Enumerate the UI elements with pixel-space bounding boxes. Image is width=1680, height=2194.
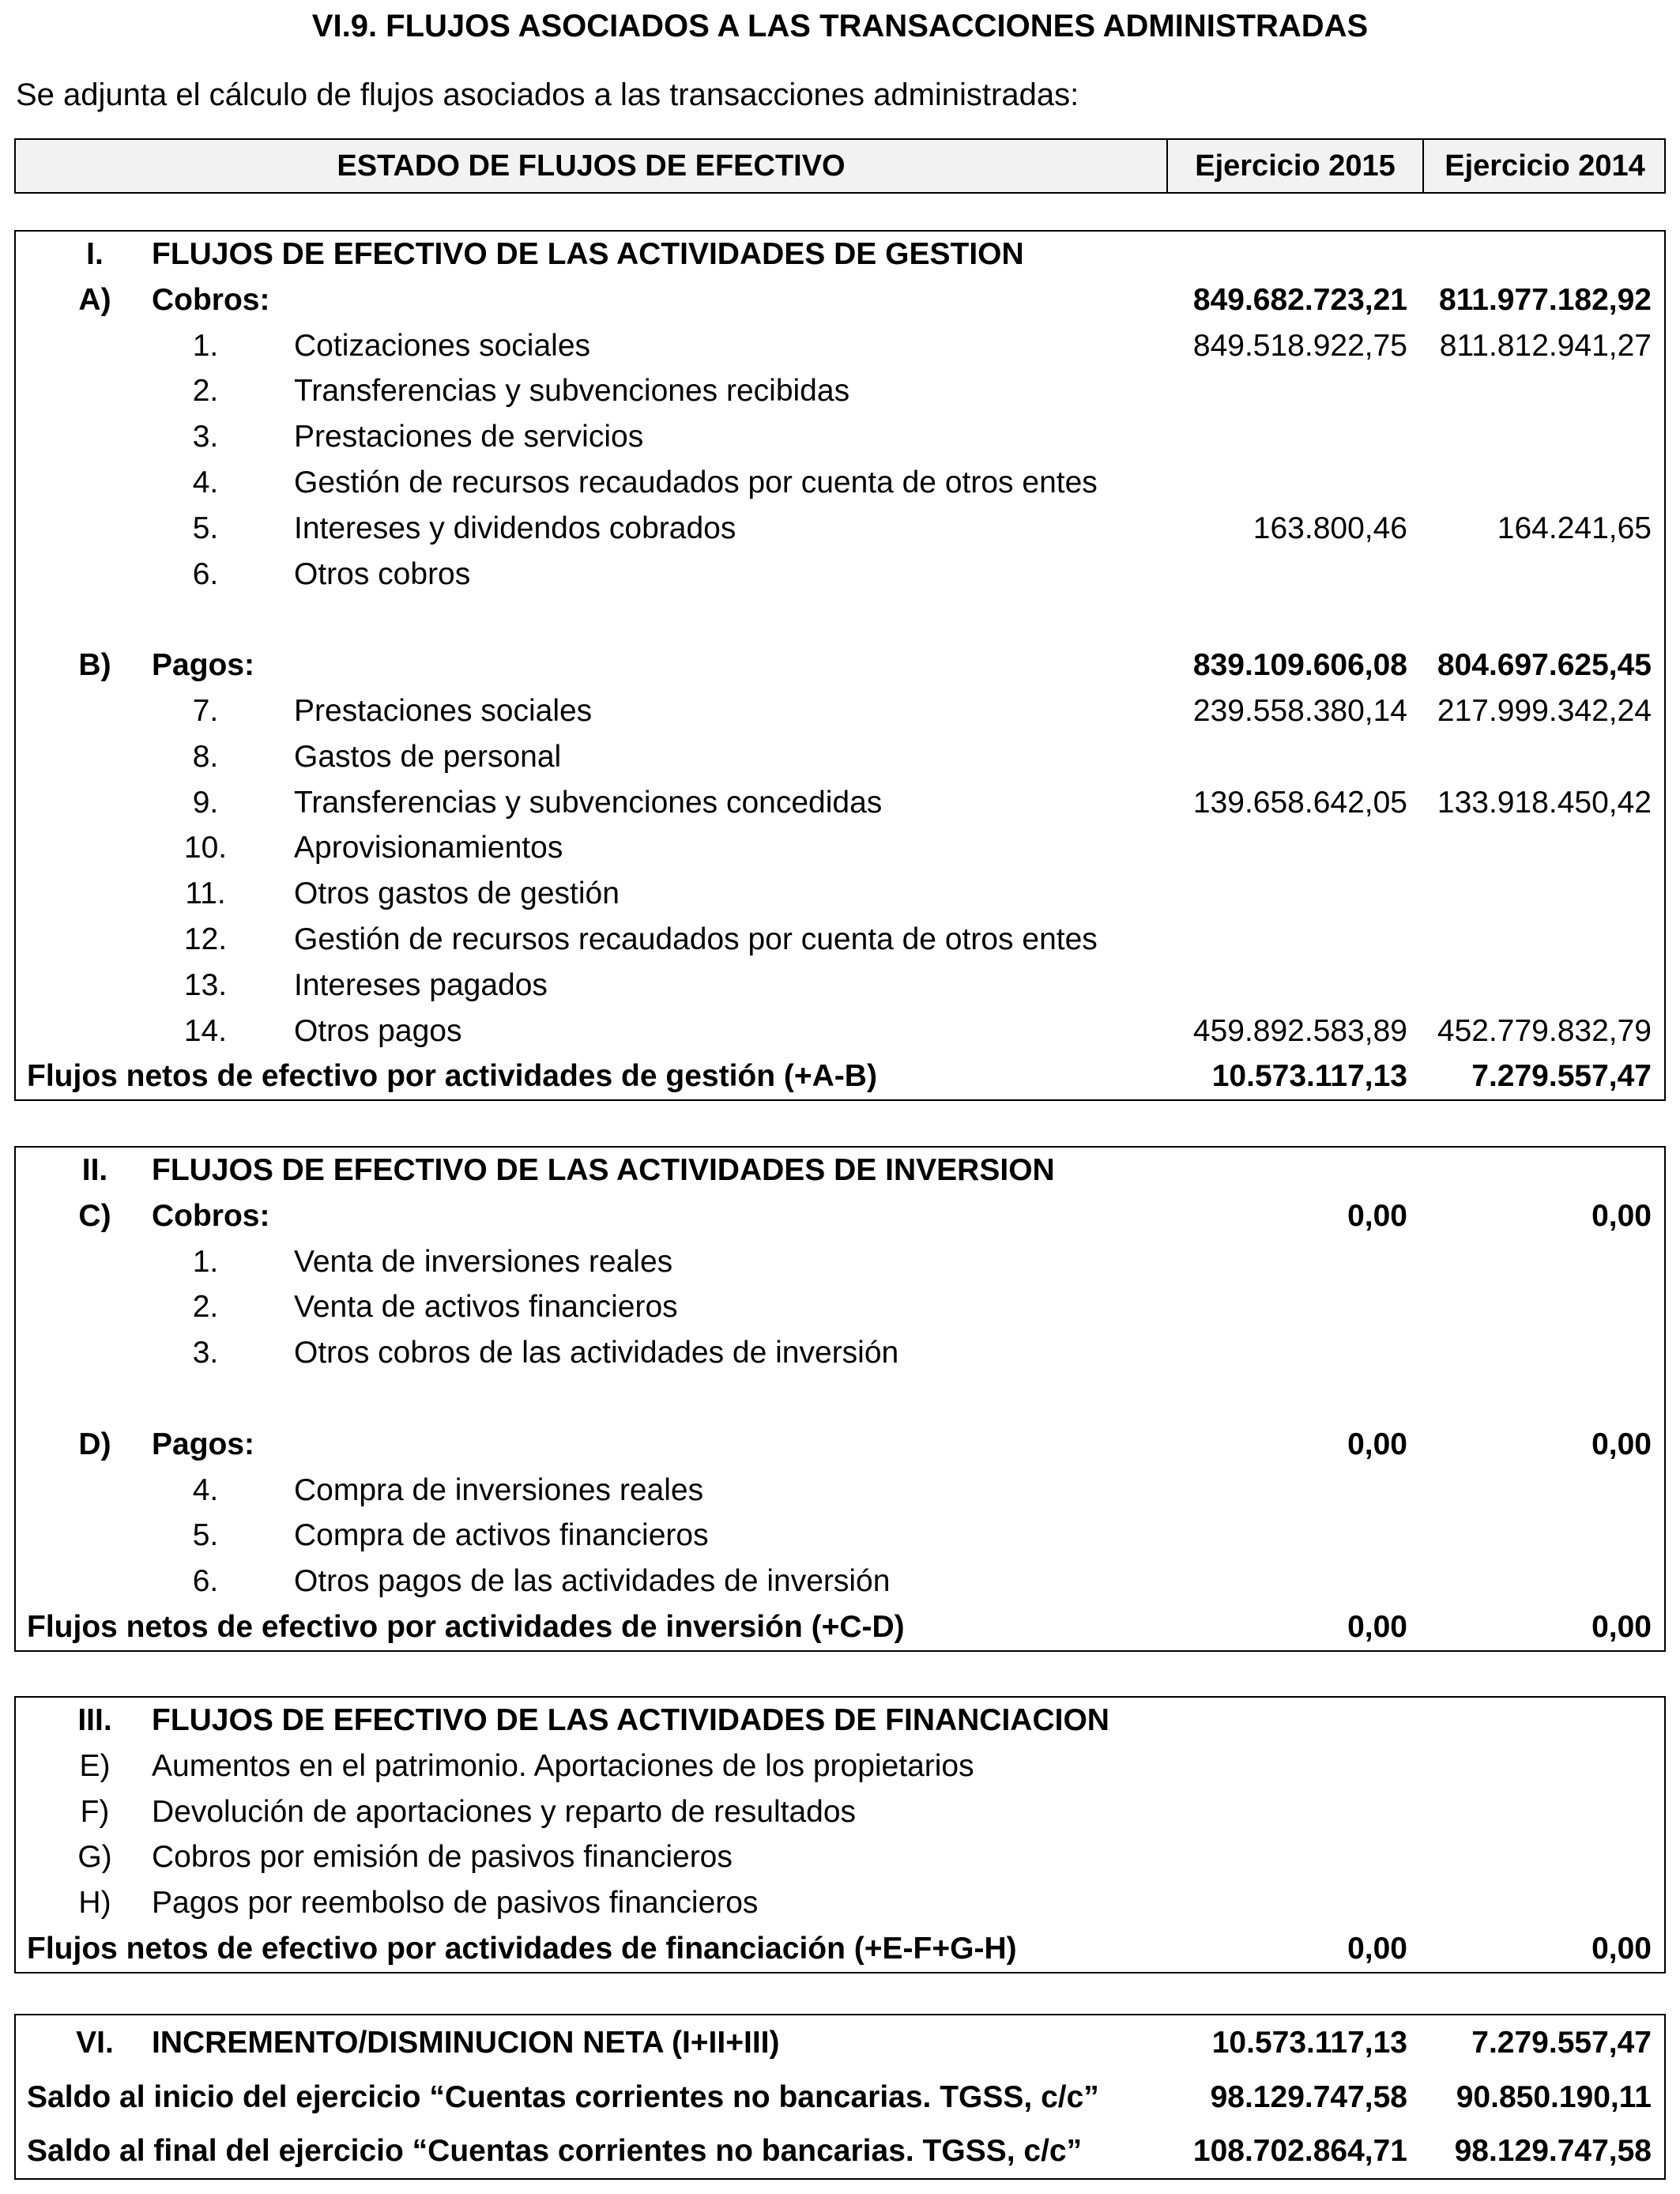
table-row (16, 1789, 1664, 1835)
item-text: Venta de activos financieros (294, 1290, 678, 1325)
group-label: C) (78, 1198, 111, 1233)
table-row (16, 323, 1664, 369)
group-label: D) (78, 1427, 111, 1461)
page-title: VI.9. FLUJOS ASOCIADOS A LAS TRANSACCIONES ADMINISTRADAS (311, 9, 1369, 43)
table-row (16, 1008, 1664, 1054)
net-flow-row (16, 1926, 1664, 1972)
section-incremento (14, 2014, 1666, 2180)
item-number: 5. (192, 511, 219, 545)
section-inversion (14, 1146, 1666, 1652)
table-row (16, 1880, 1664, 1926)
saldo-final-label: Saldo al final del ejercicio “Cuentas corrientes no bancarias. TGSS, c/c” (27, 2134, 1083, 2168)
net-flow-label: Flujos netos de efectivo por actividades de financiación (+E-F+G-H) (27, 1931, 1017, 1966)
item-text: Otros cobros (294, 556, 471, 591)
group-title: Cobros: (152, 1198, 270, 1233)
item-label: H) (78, 1886, 111, 1921)
value-2015: 108.702.864,71 (1192, 2134, 1407, 2168)
section-title: FLUJOS DE EFECTIVO DE LAS ACTIVIDADES DE FINANCIACION (152, 1703, 1109, 1737)
item-text: Gastos de personal (294, 739, 562, 774)
value-2015: 0,00 (1347, 1198, 1407, 1233)
table-row (16, 368, 1664, 414)
item-text: Otros gastos de gestión (294, 876, 620, 911)
table-row (16, 1513, 1664, 1559)
item-text: Pagos por reembolso de pasivos financieros (152, 1886, 759, 1921)
table-row (16, 414, 1664, 460)
value-2015: 849.682.723,21 (1192, 282, 1407, 317)
value-2014: 0,00 (1591, 1609, 1652, 1644)
value-2015: 849.518.922,75 (1192, 328, 1407, 363)
item-label: F) (80, 1794, 110, 1829)
pagos-row (16, 1422, 1664, 1468)
table-row (16, 963, 1664, 1008)
item-number: 3. (192, 1336, 219, 1370)
value-2015: 839.109.606,08 (1192, 648, 1407, 683)
group-title: Pagos: (152, 648, 255, 683)
value-2015: 139.658.642,05 (1192, 785, 1407, 820)
item-number: 6. (192, 1564, 219, 1599)
spacer-row (16, 597, 1664, 643)
table-row (16, 1559, 1664, 1604)
value-2015: 10.573.117,13 (1211, 1059, 1407, 1094)
section-title-row (16, 232, 1664, 277)
intro-text: Se adjunta el cálculo de flujos asociados a las transacciones administradas: (16, 77, 1079, 112)
value-2014: 90.850.190,11 (1456, 2080, 1652, 2114)
table-row (16, 1468, 1664, 1514)
value-2014: 0,00 (1591, 1198, 1652, 1233)
item-text: Transferencias y subvenciones recibidas (294, 374, 850, 409)
item-text: Gestión de recursos recaudados por cuenta de otros entes (294, 922, 1098, 956)
saldo-inicio-label: Saldo al inicio del ejercicio “Cuentas corrientes no bancarias. TGSS, c/c” (27, 2080, 1099, 2114)
table-row (16, 1744, 1664, 1789)
section-title: INCREMENTO/DISMINUCION NETA (I+II+III) (152, 2026, 780, 2060)
section-label: I. (86, 237, 104, 271)
value-2014: 811.812.941,27 (1439, 328, 1652, 363)
value-2014: 7.279.557,47 (1471, 1059, 1652, 1094)
item-number: 13. (183, 967, 228, 1002)
net-flow-label: Flujos netos de efectivo por actividades de gestión (+A-B) (27, 1059, 877, 1094)
section-title: FLUJOS DE EFECTIVO DE LAS ACTIVIDADES DE GESTION (152, 237, 1024, 271)
value-2014: 0,00 (1591, 1427, 1652, 1461)
item-text: Intereses pagados (294, 967, 548, 1002)
item-number: 6. (192, 556, 219, 591)
header-concept: ESTADO DE FLUJOS DE EFECTIVO (337, 149, 846, 183)
item-number: 2. (192, 374, 219, 409)
saldo-final-row (16, 2124, 1664, 2178)
value-2015: 98.129.747,58 (1210, 2080, 1407, 2114)
item-text: Aumentos en el patrimonio. Aportaciones de los propietarios (152, 1748, 974, 1783)
value-2015: 239.558.380,14 (1192, 693, 1407, 728)
value-2014: 7.279.557,47 (1471, 2026, 1652, 2060)
item-number: 5. (192, 1518, 219, 1553)
item-number: 9. (192, 785, 219, 820)
item-text: Otros pagos (294, 1013, 462, 1048)
net-flow-row (16, 1054, 1664, 1099)
item-text: Compra de activos financieros (294, 1518, 709, 1553)
section-financiacion (14, 1696, 1666, 1973)
table-row (16, 1834, 1664, 1880)
item-text: Cobros por emisión de pasivos financieros (152, 1840, 733, 1875)
value-2014: 452.779.832,79 (1437, 1013, 1652, 1048)
item-number: 2. (192, 1290, 219, 1325)
item-text: Gestión de recursos recaudados por cuenta de otros entes (294, 465, 1098, 499)
item-number: 1. (192, 1244, 219, 1279)
item-text: Devolución de aportaciones y reparto de resultados (152, 1794, 857, 1829)
pagos-row (16, 643, 1664, 688)
incremento-row (16, 2015, 1664, 2071)
item-text: Compra de inversiones reales (294, 1472, 704, 1507)
spacer-row (16, 1376, 1664, 1422)
value-2014: 98.129.747,58 (1454, 2134, 1652, 2168)
section-gestion (14, 230, 1666, 1101)
item-number: 8. (192, 739, 219, 774)
item-text: Prestaciones sociales (294, 693, 593, 728)
item-number: 1. (192, 328, 219, 363)
table-row (16, 1239, 1664, 1285)
table-row (16, 506, 1664, 552)
cobros-row (16, 277, 1664, 323)
header-2014: Ejercicio 2014 (1422, 140, 1666, 192)
table-row (16, 1330, 1664, 1376)
group-label: A) (78, 282, 111, 317)
item-text: Cotizaciones sociales (294, 328, 591, 363)
header-2015: Ejercicio 2015 (1166, 140, 1422, 192)
item-text: Venta de inversiones reales (294, 1244, 673, 1279)
table-row (16, 780, 1664, 826)
group-title: Cobros: (152, 282, 270, 317)
item-number: 14. (183, 1013, 228, 1048)
value-2015: 459.892.583,89 (1192, 1013, 1407, 1048)
value-2014: 804.697.625,45 (1437, 648, 1652, 683)
item-text: Aprovisionamientos (294, 831, 563, 865)
value-2014: 164.241,65 (1497, 511, 1652, 545)
value-2015: 0,00 (1347, 1931, 1407, 1966)
item-number: 7. (192, 693, 219, 728)
cobros-row (16, 1193, 1664, 1239)
net-flow-row (16, 1604, 1664, 1650)
value-2014: 0,00 (1591, 1931, 1652, 1966)
value-2014: 133.918.450,42 (1437, 785, 1652, 820)
item-number: 11. (185, 876, 226, 911)
net-flow-label: Flujos netos de efectivo por actividades de inversión (+C-D) (27, 1609, 905, 1644)
table-row (16, 460, 1664, 506)
table-row (16, 734, 1664, 780)
value-2015: 0,00 (1347, 1609, 1407, 1644)
section-title-row (16, 1148, 1664, 1193)
section-label: III. (77, 1703, 112, 1737)
cobros-items (16, 323, 1664, 598)
table-row (16, 917, 1664, 963)
section-label: II. (81, 1153, 108, 1187)
group-title: Pagos: (152, 1427, 255, 1461)
section-title: FLUJOS DE EFECTIVO DE LAS ACTIVIDADES DE INVERSION (152, 1153, 1055, 1187)
table-row (16, 688, 1664, 734)
item-text: Transferencias y subvenciones concedidas (294, 785, 883, 820)
table-header (14, 138, 1666, 194)
item-label: E) (79, 1748, 111, 1783)
table-row (16, 871, 1664, 917)
table-row (16, 552, 1664, 598)
item-text: Prestaciones de servicios (294, 420, 644, 454)
saldo-inicio-row (16, 2071, 1664, 2124)
item-text: Intereses y dividendos cobrados (294, 511, 736, 545)
value-2014: 811.977.182,92 (1439, 282, 1652, 317)
item-number: 12. (183, 922, 228, 956)
item-label: G) (77, 1840, 112, 1875)
table-row (16, 825, 1664, 871)
group-label: B) (78, 648, 111, 683)
section-title-row (16, 1698, 1664, 1744)
value-2015: 10.573.117,13 (1211, 2026, 1407, 2060)
item-number: 10. (183, 831, 228, 865)
value-2015: 163.800,46 (1252, 511, 1407, 545)
pagos-items (16, 688, 1664, 1054)
value-2014: 217.999.342,24 (1437, 693, 1652, 728)
value-2015: 0,00 (1347, 1427, 1407, 1461)
section-label: VI. (76, 2026, 114, 2060)
item-text: Otros cobros de las actividades de inversión (294, 1336, 899, 1370)
item-number: 3. (192, 420, 219, 454)
item-number: 4. (192, 465, 219, 499)
table-row (16, 1284, 1664, 1330)
item-text: Otros pagos de las actividades de inversión (294, 1564, 891, 1599)
item-number: 4. (192, 1472, 219, 1507)
